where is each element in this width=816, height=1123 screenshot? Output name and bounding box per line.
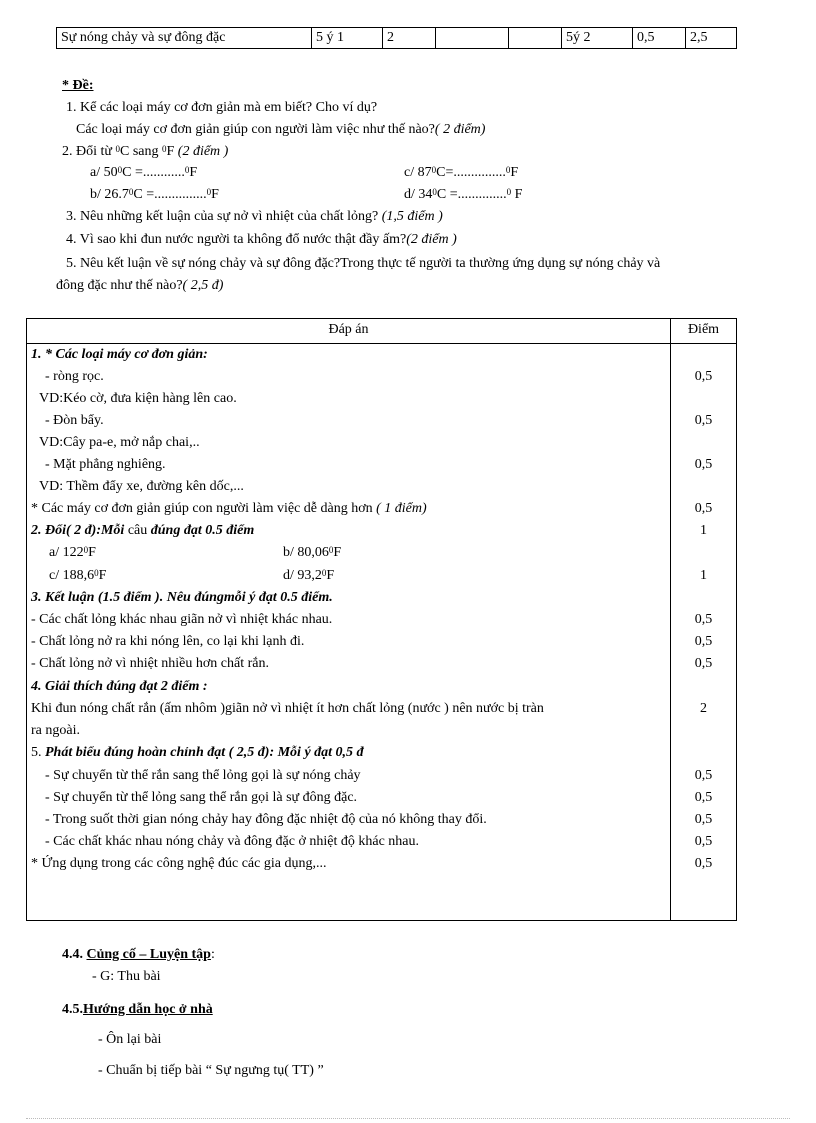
cell-2: 2 <box>383 28 436 49</box>
section-2-title: 2. Đổi( 2 đ):Mỗi câu đúng đạt 0.5 điểm <box>31 523 255 538</box>
section-4-5-heading: 4.5.Hướng dẫn học ở nhà <box>62 1002 213 1017</box>
points-3: 0,5 <box>694 457 713 472</box>
points-6: 1 <box>700 568 707 583</box>
cell-topic: Sự nóng chảy và sự đông đặc <box>57 28 312 49</box>
s3-item-a: - Các chất lỏng khác nhau giãn nở vì nhiệt khác nhau. <box>31 612 333 627</box>
s2-item-d: d/ 93,2$^0$F <box>283 568 335 583</box>
cell-5: 5ý 2 <box>562 28 633 49</box>
points-5: 1 <box>700 523 707 538</box>
s1-item-d: * Các máy cơ đơn giản giúp con người làm việc dễ dàng hơn ( 1 điểm) <box>31 501 427 516</box>
s1-item-b-vd: VD:Cây pa-e, mở nắp chai,.. <box>39 435 200 450</box>
summary-table <box>56 27 737 49</box>
s1-item-a-vd: VD:Kéo cờ, đưa kiện hàng lên cao. <box>39 391 237 406</box>
section-3-title: 3. Kết luận (1.5 điểm ). Nêu đúngmỗi ý đạt 0.5 điểm. <box>31 590 333 605</box>
question-2: 2. Đổi từ $^0$C sang $^0$F (2 điểm ) <box>62 144 229 159</box>
s1-item-c-vd: VD: Thềm đẩy xe, đường kên dốc,... <box>39 479 244 494</box>
s4-line-1: Khi đun nóng chất rắn (ấm nhôm )giãn nở vì nhiệt ít hơn chất lỏng (nước ) nên nước bị tràn <box>31 701 544 716</box>
points-8: 0,5 <box>694 634 713 649</box>
points-9: 0,5 <box>694 656 713 671</box>
points-14: 0,5 <box>694 834 713 849</box>
question-4: 4. Vì sao khi đun nước người ta không đổ nước thật đầy ấm?(2 điểm ) <box>66 232 457 247</box>
points-10: 2 <box>700 701 707 716</box>
summary-row <box>57 28 737 49</box>
s2-item-b: b/ 80,06$^0$F <box>283 545 342 560</box>
points-4: 0,5 <box>694 501 713 516</box>
s3-item-c: - Chất lỏng nở vì nhiệt nhiều hơn chất rắn. <box>31 656 269 671</box>
section-5-title: 5. Phát biểu đúng hoàn chỉnh đạt ( 2,5 đ): Mỗi ý đạt 0,5 đ <box>31 745 364 760</box>
header-dap-an: Đáp án <box>328 322 369 337</box>
points-2: 0,5 <box>694 413 713 428</box>
s5-item-e: * Ứng dụng trong các công nghệ đúc các gia dụng,... <box>31 856 327 871</box>
s5-item-b: - Sự chuyển từ thể lỏng sang thể rắn gọi là sự đông đặc. <box>45 790 358 805</box>
s2-item-c: c/ 188,6$^0$F <box>49 568 107 583</box>
question-2a: a/ $50^0C =............^0F$ <box>90 165 198 180</box>
s5-item-c: - Trong suốt thời gian nóng chảy hay đông đặc nhiệt độ của nó không thay đổi. <box>45 812 487 827</box>
section-4-5-item-2: - Chuẩn bị tiếp bài “ Sự ngưng tụ( TT) ” <box>98 1063 324 1078</box>
points-15: 0,5 <box>694 856 713 871</box>
header-diem: Điểm <box>687 322 720 337</box>
s1-item-b: - Đòn bẩy. <box>45 413 104 428</box>
cell-3 <box>436 28 509 49</box>
section-1-title: 1. * Các loại máy cơ đơn giản: <box>31 347 208 362</box>
s3-item-b: - Chất lỏng nở ra khi nóng lên, co lại khi lạnh đi. <box>31 634 305 649</box>
question-1b: Các loại máy cơ đơn giản giúp con người làm việc như thế nào?( 2 điểm) <box>76 122 486 137</box>
question-2b: b/ $26.7^0C =...............^0F$ <box>90 187 219 202</box>
points-13: 0,5 <box>694 812 713 827</box>
question-2c: c/ $87^0C=...............^0F$ <box>404 165 519 180</box>
question-1: 1. Kể các loại máy cơ đơn giản mà em biết? Cho ví dụ? <box>66 100 378 115</box>
de-heading: * Đề: <box>62 78 94 93</box>
question-3: 3. Nêu những kết luận của sự nở vì nhiệt của chất lỏng? (1,5 điểm ) <box>66 209 443 224</box>
cell-1: 5 ý 1 <box>312 28 383 49</box>
section-4-4-heading: 4.4. Củng cố – Luyện tập: <box>62 947 215 962</box>
section-4-4-item: - G: Thu bài <box>92 969 161 984</box>
cell-7: 2,5 <box>686 28 737 49</box>
points-12: 0,5 <box>694 790 713 805</box>
header-divider <box>27 343 736 344</box>
s5-item-a: - Sự chuyển từ thể rắn sang thể lỏng gọi là sự nóng chảy <box>45 768 361 783</box>
points-7: 0,5 <box>694 612 713 627</box>
s1-item-c: - Mặt phẳng nghiêng. <box>45 457 166 472</box>
s5-item-d: - Các chất khác nhau nóng chảy và đông đặc ở nhiệt độ khác nhau. <box>45 834 419 849</box>
question-5-cont: đông đặc như thế nào?( 2,5 đ) <box>56 278 224 293</box>
s1-item-a: - ròng rọc. <box>45 369 104 384</box>
question-5: 5. Nêu kết luận về sự nóng chảy và sự đông đặc?Trong thực tế người ta thường ứng dụng sự nóng chảy và <box>66 256 661 271</box>
answer-table <box>26 318 737 921</box>
section-4-title: 4. Giải thích đúng đạt 2 điểm : <box>31 679 208 694</box>
points-1: 0,5 <box>694 369 713 384</box>
section-4-5-item-1: - Ôn lại bài <box>98 1032 162 1047</box>
s4-line-2: ra ngoài. <box>31 723 80 738</box>
s2-item-a: a/ $122^0F$ <box>49 545 96 560</box>
question-2d: d/ $34^0C =..............^0$ F <box>404 187 523 202</box>
page-bottom-divider <box>26 1118 790 1119</box>
cell-6: 0,5 <box>633 28 686 49</box>
cell-4 <box>509 28 562 49</box>
points-11: 0,5 <box>694 768 713 783</box>
